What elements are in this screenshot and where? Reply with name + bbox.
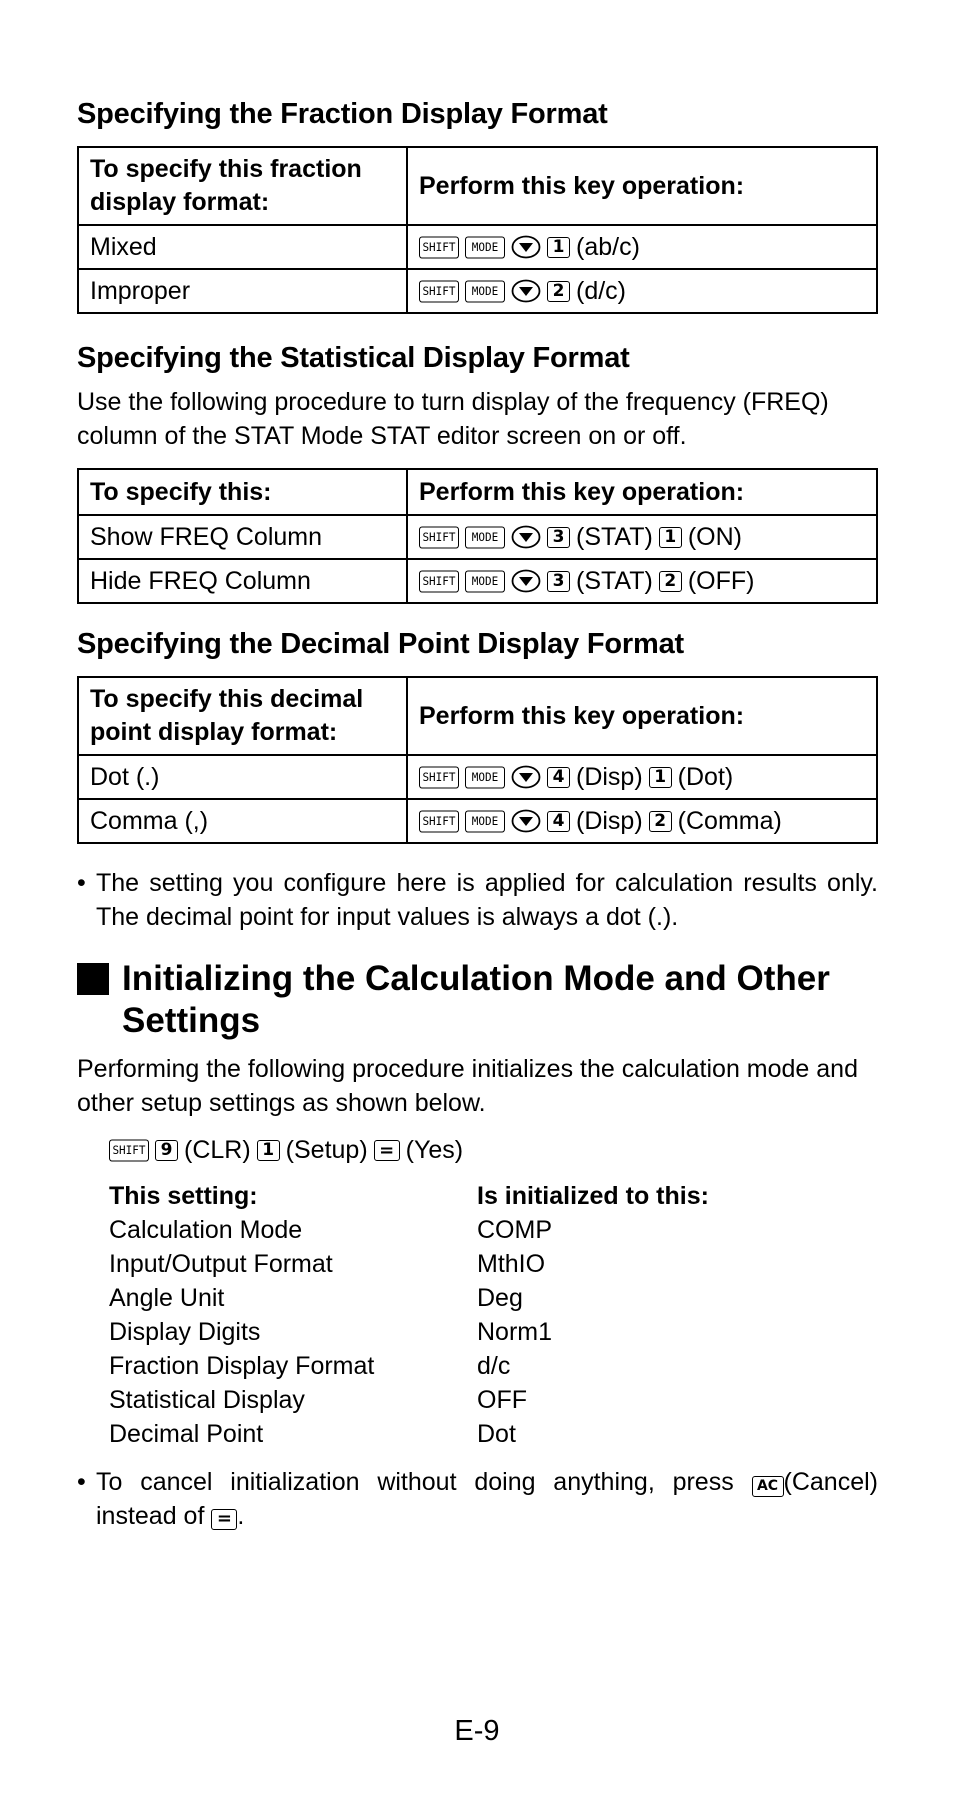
setting-value: d/c bbox=[477, 1351, 511, 1380]
shift-key-icon: SHIFT bbox=[419, 526, 459, 548]
table-row bbox=[78, 755, 877, 799]
number-key-icon: 2 bbox=[547, 281, 570, 302]
number-key-icon: 2 bbox=[649, 811, 672, 832]
shift-key-icon: SHIFT bbox=[419, 766, 459, 788]
mode-key-icon: MODE bbox=[465, 766, 505, 788]
key-result-text: (ON) bbox=[687, 522, 742, 551]
table-header-cell: To specify this: bbox=[78, 469, 407, 515]
number-key-icon: 1 bbox=[257, 1140, 280, 1161]
cursor-down-key-icon bbox=[511, 569, 541, 593]
note-text bbox=[96, 1465, 878, 1533]
key-sequence bbox=[407, 269, 877, 313]
setting-name: Input/Output Format bbox=[109, 1249, 333, 1278]
cancel-note bbox=[77, 1465, 878, 1533]
settings-header-col1: This setting: bbox=[109, 1181, 258, 1210]
mode-key-icon: MODE bbox=[465, 526, 505, 548]
number-key-icon: 9 bbox=[155, 1140, 178, 1161]
clr-text: (CLR) bbox=[184, 1136, 251, 1164]
key-result-text: (ab/c) bbox=[576, 232, 640, 261]
list-item bbox=[109, 1349, 878, 1383]
section-description: Use the following procedure to turn display of the frequency (FREQ) column of the STAT Mode STAT editor screen on or off. bbox=[77, 388, 829, 450]
list-item bbox=[109, 1315, 878, 1349]
key-sequence bbox=[407, 799, 877, 843]
mode-key-icon: MODE bbox=[465, 810, 505, 832]
row-label: Hide FREQ Column bbox=[78, 559, 407, 603]
note-text: The setting you configure here is applied for calculation results only. The decimal point for input values is always a dot (.). bbox=[96, 869, 878, 931]
shift-key-icon: SHIFT bbox=[419, 236, 459, 258]
table-row bbox=[78, 559, 877, 603]
list-item bbox=[109, 1417, 878, 1451]
bullet-icon: • bbox=[77, 1468, 86, 1496]
settings-list bbox=[109, 1179, 878, 1451]
key-sequence bbox=[407, 755, 877, 799]
number-key-icon: 3 bbox=[547, 571, 570, 592]
row-label: Comma (,) bbox=[78, 799, 407, 843]
bullet-icon: • bbox=[77, 869, 86, 897]
key-result-text: (Comma) bbox=[677, 806, 782, 835]
mode-key-icon: MODE bbox=[465, 570, 505, 592]
key-result-text: (d/c) bbox=[576, 276, 626, 305]
setting-name: Display Digits bbox=[109, 1317, 261, 1346]
fraction-format-table bbox=[77, 146, 878, 314]
table-header-cell: To specify this fraction display format: bbox=[78, 147, 407, 225]
statistical-format-table bbox=[77, 468, 878, 604]
table-header-row bbox=[78, 677, 877, 755]
page-content bbox=[77, 98, 878, 1533]
mode-key-icon: MODE bbox=[465, 280, 505, 302]
heading-text: Initializing the Calculation Mode and Other Settings bbox=[122, 959, 830, 1040]
note-after-text: instead of bbox=[96, 1502, 205, 1530]
number-key-icon: 2 bbox=[659, 571, 682, 592]
row-label: Show FREQ Column bbox=[78, 515, 407, 559]
section-title-fraction: Specifying the Fraction Display Format bbox=[77, 98, 608, 130]
row-label: Improper bbox=[78, 269, 407, 313]
number-key-icon: 4 bbox=[547, 811, 570, 832]
shift-key-icon: SHIFT bbox=[109, 1139, 149, 1161]
settings-header bbox=[109, 1179, 878, 1213]
section-title-statistical: Specifying the Statistical Display Format bbox=[77, 342, 630, 374]
table-header-row bbox=[78, 469, 877, 515]
key-sequence bbox=[407, 515, 877, 559]
setting-value: Deg bbox=[477, 1283, 523, 1312]
cursor-down-key-icon bbox=[511, 765, 541, 789]
key-mid-text: (Disp) bbox=[576, 806, 643, 835]
key-sequence bbox=[407, 225, 877, 269]
table-header-cell: Perform this key operation: bbox=[407, 469, 877, 515]
number-key-icon: 1 bbox=[649, 767, 672, 788]
table-row bbox=[78, 515, 877, 559]
setting-name: Angle Unit bbox=[109, 1283, 225, 1312]
setting-name: Decimal Point bbox=[109, 1419, 264, 1448]
setting-value: Norm1 bbox=[477, 1317, 553, 1346]
yes-text: (Yes) bbox=[405, 1136, 464, 1164]
number-key-icon: 3 bbox=[547, 527, 570, 548]
shift-key-icon: SHIFT bbox=[419, 280, 459, 302]
section-description: Performing the following procedure initializes the calculation mode and other setup settings as shown below. bbox=[77, 1055, 858, 1117]
number-key-icon: 1 bbox=[547, 237, 570, 258]
number-key-icon: 4 bbox=[547, 767, 570, 788]
table-header-cell: Perform this key operation: bbox=[407, 147, 877, 225]
equals-key-icon: = bbox=[374, 1140, 400, 1161]
setup-text: (Setup) bbox=[285, 1136, 368, 1164]
table-header-cell: To specify this decimal point display format: bbox=[78, 677, 407, 755]
page-number: E-9 bbox=[454, 1715, 500, 1747]
section-heading-initializing bbox=[77, 958, 878, 1042]
equals-key-icon: = bbox=[211, 1509, 237, 1530]
square-bullet-icon bbox=[77, 963, 109, 995]
table-header-row bbox=[78, 147, 877, 225]
cursor-down-key-icon bbox=[511, 809, 541, 833]
key-result-text: (OFF) bbox=[687, 566, 755, 595]
shift-key-icon: SHIFT bbox=[419, 570, 459, 592]
number-key-icon: 1 bbox=[659, 527, 682, 548]
table-header-cell: Perform this key operation: bbox=[407, 677, 877, 755]
mode-key-icon: MODE bbox=[465, 236, 505, 258]
setting-value: COMP bbox=[477, 1215, 552, 1244]
decimal-note bbox=[77, 866, 878, 934]
list-item bbox=[109, 1281, 878, 1315]
key-mid-text: (Disp) bbox=[576, 762, 643, 791]
list-item bbox=[109, 1247, 878, 1281]
table-row bbox=[78, 225, 877, 269]
setting-value: MthIO bbox=[477, 1249, 546, 1278]
key-mid-text: (STAT) bbox=[576, 566, 653, 595]
cursor-down-key-icon bbox=[511, 235, 541, 259]
setting-value: Dot bbox=[477, 1419, 516, 1448]
setting-name: Fraction Display Format bbox=[109, 1351, 375, 1380]
setting-value: OFF bbox=[477, 1385, 527, 1414]
cancel-text: (Cancel) bbox=[783, 1468, 878, 1496]
ac-key-icon: AC bbox=[752, 1476, 784, 1497]
settings-header-col2: Is initialized to this: bbox=[477, 1181, 709, 1210]
note-end-text: . bbox=[237, 1502, 245, 1530]
decimal-format-table bbox=[77, 676, 878, 844]
init-key-sequence bbox=[109, 1136, 878, 1165]
key-mid-text: (STAT) bbox=[576, 522, 653, 551]
setting-name: Statistical Display bbox=[109, 1385, 305, 1414]
key-sequence bbox=[407, 559, 877, 603]
row-label: Dot (.) bbox=[78, 755, 407, 799]
shift-key-icon: SHIFT bbox=[419, 810, 459, 832]
list-item bbox=[109, 1383, 878, 1417]
row-label: Mixed bbox=[78, 225, 407, 269]
cursor-down-key-icon bbox=[511, 279, 541, 303]
table-row bbox=[78, 799, 877, 843]
table-row bbox=[78, 269, 877, 313]
key-result-text: (Dot) bbox=[677, 762, 734, 791]
section-title-decimal: Specifying the Decimal Point Display Format bbox=[77, 628, 684, 660]
note-before-text: To cancel initialization without doing anything, press bbox=[96, 1468, 734, 1496]
list-item bbox=[109, 1213, 878, 1247]
cursor-down-key-icon bbox=[511, 525, 541, 549]
setting-name: Calculation Mode bbox=[109, 1215, 303, 1244]
